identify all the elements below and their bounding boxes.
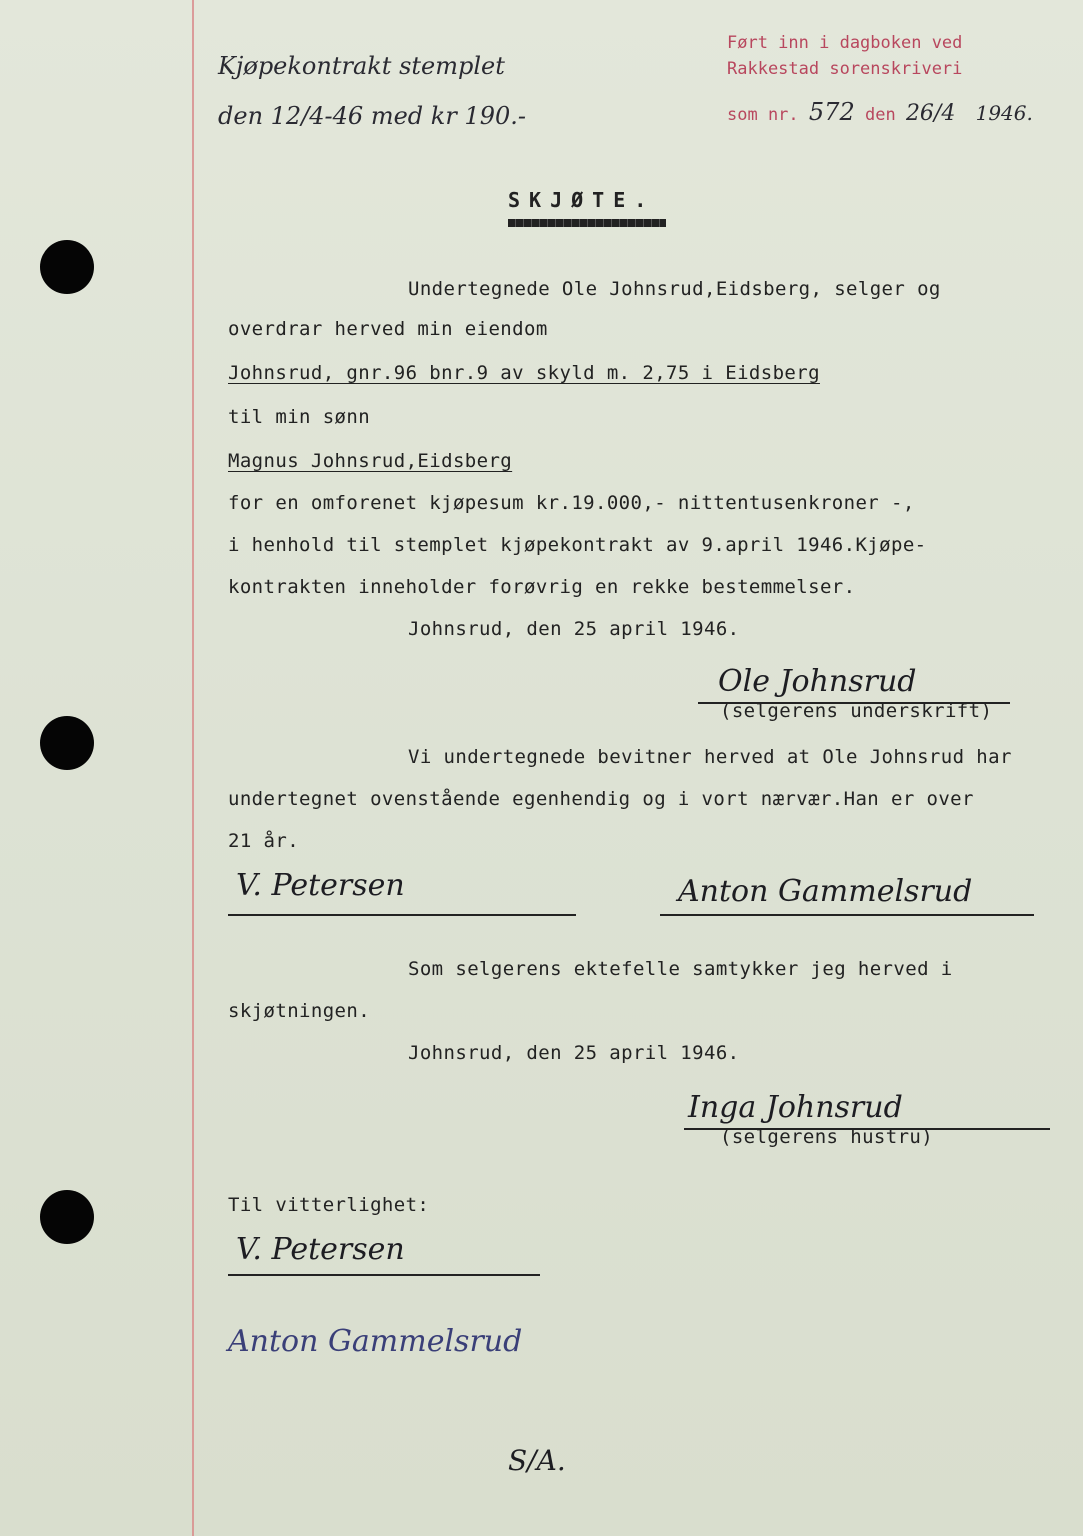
- stamp-year: 1946.: [975, 101, 1033, 125]
- witness-signature-1-rule: [228, 914, 576, 916]
- witness-signature-2: Anton Gammelsrud: [678, 874, 973, 909]
- document-title: SKJØTE.: [508, 188, 656, 212]
- attest-label: Til vitterlighet:: [228, 1194, 430, 1216]
- margin-line: [192, 0, 194, 1536]
- witness-signature-1: V. Petersen: [236, 868, 405, 903]
- body-line-6: for en omforenet kjøpesum kr.19.000,- nittentusenkroner -,: [228, 492, 915, 514]
- attest-signature-1: V. Petersen: [236, 1232, 405, 1267]
- stamp-prefix: som nr.: [727, 105, 799, 125]
- stamp-number: 572: [808, 98, 855, 126]
- attest-signature-1-rule: [228, 1274, 540, 1276]
- stamp-den: den: [864, 105, 896, 125]
- spouse-signature-caption: (selgerens hustru): [720, 1126, 934, 1148]
- punch-hole-bottom: [40, 1190, 94, 1244]
- place-date-line: Johnsrud, den 25 april 1946.: [408, 618, 740, 640]
- spouse-signature: Inga Johnsrud: [688, 1090, 903, 1125]
- seller-signature: Ole Johnsrud: [718, 664, 917, 699]
- attest-signature-2: Anton Gammelsrud: [228, 1324, 523, 1359]
- spouse-line-2: skjøtningen.: [228, 1000, 371, 1022]
- property-line: Johnsrud, gnr.96 bnr.9 av skyld m. 2,75 i Eidsberg: [228, 362, 820, 384]
- title-underline: [508, 219, 666, 227]
- punch-hole-top: [40, 240, 94, 294]
- stamp-line2: Rakkestad sorenskriveri: [727, 59, 963, 79]
- body-line-8: kontrakten inneholder forøvrig en rekke bestemmelser.: [228, 576, 856, 598]
- witness-line-2: undertegnet ovenstående egenhendig og i vort nærvær.Han er over: [228, 788, 974, 810]
- witness-signature-2-rule: [660, 914, 1034, 916]
- margin-note-line1: Kjøpekontrakt stemplet: [218, 52, 505, 80]
- punch-hole-middle: [40, 716, 94, 770]
- spouse-place-date-line: Johnsrud, den 25 april 1946.: [408, 1042, 740, 1064]
- body-line-1: Undertegnede Ole Johnsrud,Eidsberg, selger og: [408, 278, 941, 300]
- stamp-line3: [727, 98, 1033, 126]
- spouse-line-1: Som selgerens ektefelle samtykker jeg herved i: [408, 958, 953, 980]
- witness-line-3: 21 år.: [228, 830, 300, 852]
- initials: S/A.: [508, 1444, 566, 1477]
- body-line-4: til min sønn: [228, 406, 371, 428]
- stamp-line1: Ført inn i dagboken ved: [727, 33, 963, 53]
- margin-note-line2: den 12/4-46 med kr 190.-: [218, 102, 526, 130]
- stamp-date: 26/4: [905, 101, 956, 126]
- buyer-line: Magnus Johnsrud,Eidsberg: [228, 450, 513, 472]
- body-line-2: overdrar herved min eiendom: [228, 318, 548, 340]
- body-line-7: i henhold til stemplet kjøpekontrakt av 9.april 1946.Kjøpe-: [228, 534, 927, 556]
- seller-signature-caption: (selgerens underskrift): [720, 700, 993, 722]
- witness-line-1: Vi undertegnede bevitner herved at Ole Johnsrud har: [408, 746, 1012, 768]
